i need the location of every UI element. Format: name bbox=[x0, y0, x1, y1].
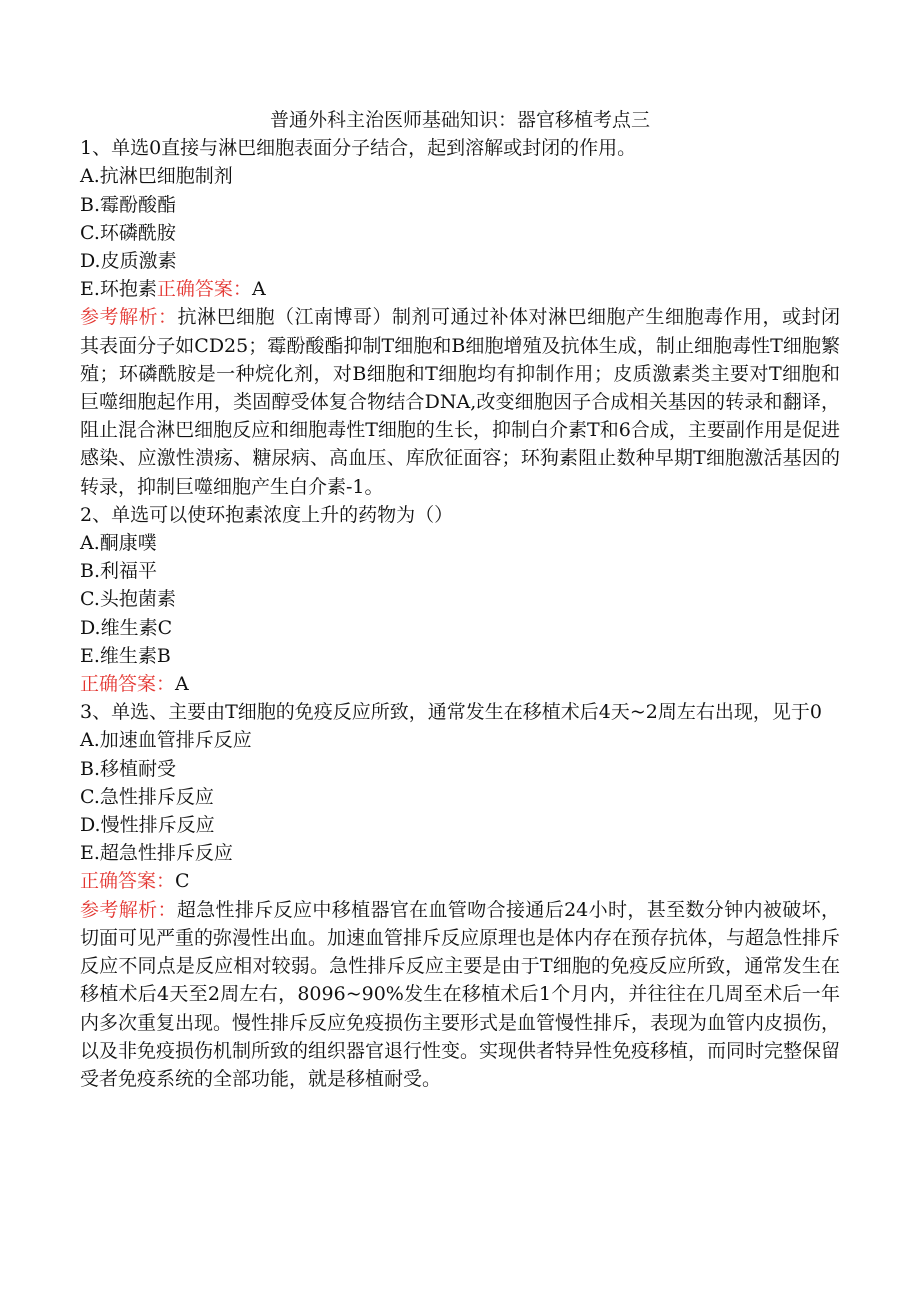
option-c: C.头抱菌素 bbox=[80, 588, 176, 611]
analysis-label: 参考解析： bbox=[80, 898, 177, 921]
option-d: D.慢性排斥反应 bbox=[80, 814, 215, 837]
option-d: D.皮质激素 bbox=[80, 250, 177, 273]
option-b: B.利福平 bbox=[80, 560, 158, 583]
question-stem: 1、单选0直接与淋巴细胞表面分子结合，起到溶解或封闭的作用。 bbox=[80, 137, 637, 160]
answer-value: A bbox=[175, 673, 189, 696]
option-a: A.酮康噗 bbox=[80, 532, 157, 555]
answer-label: 正确答案： bbox=[156, 278, 252, 301]
answer-label: 正确答案： bbox=[80, 673, 176, 696]
answer-value: C bbox=[175, 870, 190, 893]
page-title: 普通外科主治医师基础知识：器官移植考点三 bbox=[269, 109, 650, 131]
analysis bbox=[80, 896, 840, 1093]
analysis-text: 抗淋巴细胞（江南博哥）制剂可通过补体对淋巴细胞产生细胞毒作用，或封闭其表面分子如CD25；霉酚酸酯抑制T细胞和B细胞增殖及抗体生成，制止细胞毒性T细胞繁殖；环磷酰胺是一种烷化剂，对B细胞和T细胞均有抑制作用；皮质激素类主要对T细胞和巨噬细胞起作用，类固醇受体复合物结合DNA,改变细胞因子合成相关基因的转录和翻译，阻止混合淋巴细胞反应和细胞毒性T细胞的生长，抑制白介素T和6合成，主要副作用是促进感染、应激性溃疡、糖尿病、高血压、库欣征面容；环狗素阻止数种早期T细胞激活基因的转录，抑制巨噬细胞产生白介素-1。 bbox=[80, 306, 840, 498]
option-e: E.超急性排斥反应 bbox=[80, 842, 233, 865]
question-2 bbox=[80, 501, 840, 698]
answer bbox=[80, 670, 840, 698]
option-a: A.抗淋巴细胞制剂 bbox=[80, 165, 233, 188]
answer-value: A bbox=[251, 278, 266, 301]
option-b: B.移植耐受 bbox=[80, 757, 177, 780]
document-page bbox=[80, 106, 840, 1093]
analysis-label: 参考解析： bbox=[80, 306, 178, 329]
question-stem: 3、单选、主要由T细胞的免疫反应所致，通常发生在移植术后4天~2周左右出现，见于0 bbox=[80, 701, 822, 724]
question-stem: 2、单选可以使环抱素浓度上升的药物为（） bbox=[80, 503, 454, 526]
option-d: D.维生素C bbox=[80, 616, 173, 639]
option-e: E.维生素B bbox=[80, 644, 171, 667]
option-e: E.环抱素 bbox=[80, 278, 157, 301]
option-c: C.急性排斥反应 bbox=[80, 785, 214, 808]
analysis-text: 超急性排斥反应中移植器官在血管吻合接通后24小时，甚至数分钟内被破坏，切面可见严重的弥漫性出血。加速血管排斥反应原理也是体内存在预存抗体，与超急性排斥反应不同点是反应相对较弱。急性排斥反应主要是由于T细胞的免疫反应所致，通常发生在移植术后4天至2周左右，8096~90%发生在移植术后1个月内，并往往在几周至术后一年内多次重复出现。慢性排斥反应免疫损伤主要形式是血管慢性排斥，表现为血管内皮损伤，以及非免疫损伤机制所致的组织器官退行性变。实现供者特异性免疫移植，而同时完整保留受者免疫系统的全部功能，就是移植耐受。 bbox=[80, 898, 841, 1090]
option-e-with-answer bbox=[80, 275, 840, 303]
option-c: C.环磷酰胺 bbox=[80, 221, 176, 244]
answer-label: 正确答案： bbox=[80, 870, 176, 893]
analysis bbox=[80, 303, 840, 500]
question-3 bbox=[80, 698, 840, 1093]
option-b: B.霉酚酸酯 bbox=[80, 193, 177, 216]
answer bbox=[80, 867, 840, 895]
question-1 bbox=[80, 134, 840, 501]
option-a: A.加速血管排斥反应 bbox=[80, 729, 252, 752]
